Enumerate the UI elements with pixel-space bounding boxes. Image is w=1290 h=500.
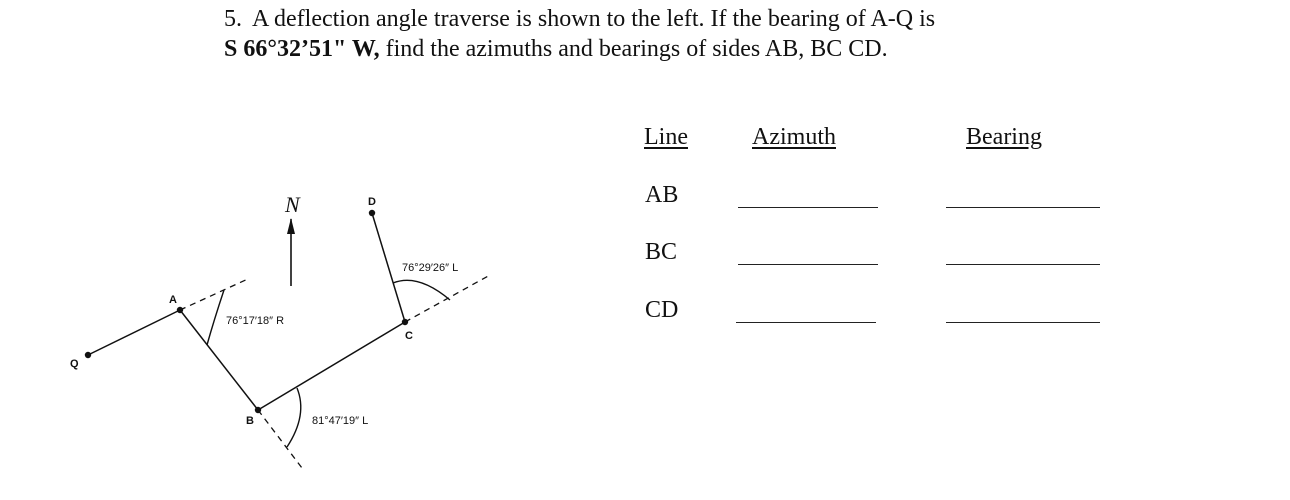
blank-bearing-cd[interactable] (946, 322, 1100, 323)
blank-azimuth-cd[interactable] (736, 322, 876, 323)
problem-number: 5. (224, 6, 242, 32)
point-a-label: A (169, 294, 177, 306)
north-arrowhead-icon (287, 218, 295, 234)
point-q-marker (85, 352, 91, 358)
angle-arc-b (287, 388, 301, 447)
blank-azimuth-bc[interactable] (738, 264, 878, 265)
point-q-label: Q (70, 358, 79, 370)
point-d-marker (369, 210, 375, 216)
problem-text-line-1: A deflection angle traverse is shown to the left. If the bearing of A-Q is (252, 6, 936, 32)
row-label-ab: AB (645, 182, 679, 208)
extension-qa-dashed (180, 278, 250, 310)
point-b-label: B (246, 415, 254, 427)
point-a-marker (177, 307, 183, 313)
blank-bearing-bc[interactable] (946, 264, 1100, 265)
blank-azimuth-ab[interactable] (738, 207, 878, 208)
header-azimuth: Azimuth (752, 124, 836, 150)
north-label: N (285, 192, 300, 217)
angle-label-b: 81°47′19″ L (312, 415, 369, 427)
angle-label-c: 76°29′26″ L (402, 262, 459, 274)
given-bearing: S 66°32’51" W, (224, 36, 380, 62)
extension-ab-dashed (258, 410, 302, 468)
angle-arc-a (207, 290, 224, 345)
row-label-cd: CD (645, 297, 679, 323)
line-qa (88, 310, 180, 355)
line-bc (258, 322, 405, 410)
point-c-label: C (405, 330, 413, 342)
point-c-marker (402, 319, 408, 325)
angle-arc-c (393, 280, 450, 300)
problem-text-line-2: find the azimuths and bearings of sides AB, BC CD. (385, 36, 888, 62)
point-b-marker (255, 407, 261, 413)
row-label-bc: BC (645, 239, 678, 265)
line-cd (372, 213, 405, 322)
header-bearing: Bearing (966, 124, 1042, 150)
point-d-label: D (368, 196, 376, 208)
angle-label-a: 76°17′18″ R (226, 315, 285, 327)
traverse-diagram (0, 0, 640, 500)
blank-bearing-ab[interactable] (946, 207, 1100, 208)
header-line: Line (644, 124, 688, 150)
